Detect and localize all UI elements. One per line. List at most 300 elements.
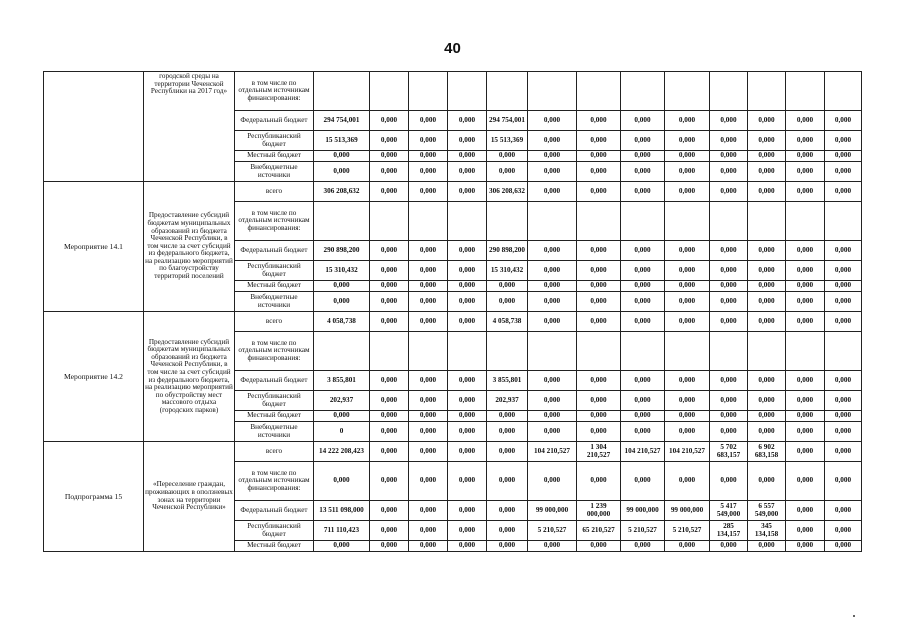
amount-cell: 0,000 (370, 111, 409, 131)
amount-cell: 0,000 (370, 411, 409, 422)
amount-cell (487, 332, 528, 371)
amount-cell: 0,000 (409, 281, 448, 292)
amount-cell: 0,000 (786, 182, 825, 202)
amount-cell: 0,000 (748, 261, 786, 281)
amount-cell (710, 332, 748, 371)
funding-source: Республиканский бюджет (235, 391, 314, 411)
amount-cell: 0,000 (448, 292, 487, 312)
amount-cell (528, 332, 577, 371)
amount-cell (487, 202, 528, 241)
amount-cell: 306 208,632 (314, 182, 370, 202)
amount-cell: 0,000 (621, 292, 665, 312)
amount-cell: 0,000 (825, 151, 862, 162)
amount-cell: 0,000 (825, 462, 862, 501)
amount-cell: 202,937 (314, 391, 370, 411)
amount-cell: 0,000 (370, 261, 409, 281)
amount-cell: 0,000 (528, 292, 577, 312)
amount-cell: 0,000 (825, 501, 862, 521)
amount-cell: 0,000 (577, 182, 621, 202)
amount-cell: 5 210,527 (665, 521, 710, 541)
amount-cell (448, 72, 487, 111)
amount-cell: 0,000 (710, 111, 748, 131)
amount-cell: 0,000 (710, 182, 748, 202)
amount-cell: 0,000 (710, 292, 748, 312)
amount-cell: 15 513,369 (314, 131, 370, 151)
table-row (44, 72, 862, 111)
amount-cell: 0,000 (710, 312, 748, 332)
amount-cell: 0,000 (370, 241, 409, 261)
amount-cell: 15 310,432 (487, 261, 528, 281)
funding-source: Федеральный бюджет (235, 501, 314, 521)
amount-cell: 0,000 (665, 312, 710, 332)
amount-cell: 0,000 (621, 371, 665, 391)
amount-cell: 0,000 (621, 162, 665, 182)
amount-cell: 0,000 (448, 371, 487, 391)
amount-cell: 0,000 (370, 182, 409, 202)
amount-cell: 0,000 (786, 501, 825, 521)
amount-cell: 1 239 000,000 (577, 501, 621, 521)
amount-cell (448, 332, 487, 371)
amount-cell: 0,000 (528, 391, 577, 411)
amount-cell (665, 332, 710, 371)
amount-cell: 294 754,001 (487, 111, 528, 131)
amount-cell: 0,000 (748, 541, 786, 552)
amount-cell: 0,000 (528, 422, 577, 442)
amount-cell: 0,000 (577, 281, 621, 292)
amount-cell: 0,000 (409, 111, 448, 131)
amount-cell: 0,000 (748, 371, 786, 391)
amount-cell: 0,000 (825, 182, 862, 202)
amount-cell: 0,000 (786, 281, 825, 292)
amount-cell (314, 202, 370, 241)
amount-cell (665, 72, 710, 111)
amount-cell: 0,000 (370, 501, 409, 521)
amount-cell: 5 210,527 (528, 521, 577, 541)
amount-cell: 0,000 (665, 151, 710, 162)
funding-source: всего (235, 442, 314, 462)
amount-cell: 0,000 (370, 462, 409, 501)
amount-cell (577, 202, 621, 241)
amount-cell: 0,000 (825, 442, 862, 462)
amount-cell: 0,000 (665, 241, 710, 261)
amount-cell: 0,000 (786, 411, 825, 422)
measure-description: городской среды на территории Чеченской Республики на 2017 год» (144, 72, 235, 182)
amount-cell: 0,000 (370, 391, 409, 411)
amount-cell: 0,000 (528, 541, 577, 552)
amount-cell: 0,000 (487, 541, 528, 552)
amount-cell: 0,000 (409, 462, 448, 501)
amount-cell: 3 855,801 (314, 371, 370, 391)
amount-cell (825, 72, 862, 111)
amount-cell: 0,000 (487, 501, 528, 521)
amount-cell: 0,000 (621, 312, 665, 332)
amount-cell: 0,000 (621, 182, 665, 202)
amount-cell: 0,000 (825, 541, 862, 552)
amount-cell: 0,000 (528, 411, 577, 422)
budget-table (43, 71, 862, 552)
amount-cell: 0,000 (786, 131, 825, 151)
amount-cell (577, 332, 621, 371)
amount-cell: 0,000 (577, 292, 621, 312)
amount-cell (621, 202, 665, 241)
measure-cell (44, 72, 144, 182)
amount-cell: 0,000 (748, 151, 786, 162)
amount-cell: 0,000 (786, 151, 825, 162)
amount-cell: 0,000 (748, 422, 786, 442)
amount-cell: 0,000 (448, 541, 487, 552)
amount-cell (621, 72, 665, 111)
amount-cell: 0,000 (825, 292, 862, 312)
amount-cell: 0,000 (577, 411, 621, 422)
funding-source: в том числе по отдельным источникам финансирования: (235, 462, 314, 501)
amount-cell: 15 513,369 (487, 131, 528, 151)
amount-cell: 0,000 (577, 541, 621, 552)
amount-cell: 0,000 (409, 391, 448, 411)
amount-cell: 0,000 (370, 312, 409, 332)
amount-cell (621, 332, 665, 371)
amount-cell: 0,000 (710, 422, 748, 442)
amount-cell: 0,000 (665, 411, 710, 422)
amount-cell: 0,000 (665, 261, 710, 281)
amount-cell: 0,000 (665, 292, 710, 312)
amount-cell: 0,000 (448, 442, 487, 462)
amount-cell: 0,000 (370, 162, 409, 182)
amount-cell (314, 72, 370, 111)
amount-cell: 0,000 (825, 241, 862, 261)
amount-cell: 0,000 (487, 292, 528, 312)
amount-cell: 0,000 (314, 292, 370, 312)
amount-cell: 0,000 (621, 422, 665, 442)
amount-cell: 0,000 (786, 521, 825, 541)
amount-cell: 0,000 (786, 462, 825, 501)
measure-cell: Подпрограмма 15 (44, 442, 144, 552)
amount-cell: 1 304 210,527 (577, 442, 621, 462)
amount-cell: 0,000 (748, 292, 786, 312)
amount-cell: 0,000 (825, 261, 862, 281)
amount-cell: 0,000 (665, 422, 710, 442)
amount-cell: 0,000 (710, 131, 748, 151)
amount-cell: 0,000 (710, 541, 748, 552)
amount-cell: 0,000 (528, 162, 577, 182)
amount-cell: 290 898,200 (314, 241, 370, 261)
amount-cell: 0,000 (621, 462, 665, 501)
measure-description: «Переселение граждан, проживающих в оползневых зонах на территории Чеченской Республики» (144, 442, 235, 552)
amount-cell (786, 72, 825, 111)
amount-cell: 0,000 (409, 151, 448, 162)
amount-cell: 5 210,527 (621, 521, 665, 541)
amount-cell: 306 208,632 (487, 182, 528, 202)
measure-cell: Мероприятие 14.1 (44, 182, 144, 312)
funding-source: всего (235, 182, 314, 202)
funding-source: Внебюджетные источники (235, 162, 314, 182)
funding-source: Республиканский бюджет (235, 261, 314, 281)
measure-description: Предоставление субсидий бюджетам муниципальных образований из бюджета Чеченской Республики, в том числе за счет субсидий из федерального бюджета, на реализацию мероприятий по обустройству мест массового отдыха (городских парков) (144, 312, 235, 442)
amount-cell: 13 511 098,000 (314, 501, 370, 521)
amount-cell: 0,000 (314, 462, 370, 501)
amount-cell: 5 702 683,157 (710, 442, 748, 462)
amount-cell: 0,000 (577, 131, 621, 151)
amount-cell: 294 754,001 (314, 111, 370, 131)
amount-cell: 0,000 (448, 521, 487, 541)
amount-cell: 99 000,000 (621, 501, 665, 521)
amount-cell: 0,000 (487, 281, 528, 292)
amount-cell: 6 902 683,158 (748, 442, 786, 462)
amount-cell: 65 210,527 (577, 521, 621, 541)
funding-source: Федеральный бюджет (235, 371, 314, 391)
amount-cell (528, 202, 577, 241)
page-mark (853, 615, 855, 617)
funding-source: Местный бюджет (235, 151, 314, 162)
amount-cell: 0,000 (665, 182, 710, 202)
amount-cell (409, 332, 448, 371)
amount-cell: 0,000 (448, 312, 487, 332)
amount-cell: 0,000 (577, 111, 621, 131)
amount-cell: 0,000 (748, 391, 786, 411)
amount-cell (825, 202, 862, 241)
amount-cell: 0,000 (786, 422, 825, 442)
amount-cell: 0,000 (448, 131, 487, 151)
amount-cell: 0,000 (577, 162, 621, 182)
funding-source: в том числе по отдельным источникам финансирования: (235, 202, 314, 241)
amount-cell: 0,000 (710, 391, 748, 411)
amount-cell: 0 (314, 422, 370, 442)
amount-cell: 0,000 (710, 162, 748, 182)
amount-cell: 0,000 (577, 261, 621, 281)
amount-cell: 0,000 (528, 182, 577, 202)
amount-cell: 0,000 (448, 462, 487, 501)
amount-cell: 0,000 (825, 422, 862, 442)
amount-cell (748, 72, 786, 111)
amount-cell: 0,000 (621, 541, 665, 552)
amount-cell (710, 202, 748, 241)
amount-cell: 0,000 (748, 312, 786, 332)
amount-cell: 0,000 (448, 162, 487, 182)
amount-cell: 0,000 (621, 151, 665, 162)
amount-cell: 99 000,000 (528, 501, 577, 521)
amount-cell: 0,000 (314, 151, 370, 162)
amount-cell: 0,000 (528, 111, 577, 131)
amount-cell: 0,000 (370, 292, 409, 312)
amount-cell: 0,000 (448, 261, 487, 281)
amount-cell: 0,000 (448, 151, 487, 162)
amount-cell: 0,000 (621, 131, 665, 151)
amount-cell: 0,000 (825, 131, 862, 151)
amount-cell: 0,000 (409, 261, 448, 281)
amount-cell: 0,000 (528, 131, 577, 151)
amount-cell: 4 058,738 (314, 312, 370, 332)
amount-cell: 0,000 (370, 541, 409, 552)
amount-cell: 0,000 (409, 241, 448, 261)
amount-cell (314, 332, 370, 371)
table-row (44, 442, 862, 462)
funding-source: Федеральный бюджет (235, 241, 314, 261)
amount-cell (825, 332, 862, 371)
amount-cell: 99 000,000 (665, 501, 710, 521)
amount-cell (370, 202, 409, 241)
amount-cell: 0,000 (314, 541, 370, 552)
amount-cell: 0,000 (665, 131, 710, 151)
funding-source: в том числе по отдельным источникам финансирования: (235, 332, 314, 371)
amount-cell (577, 72, 621, 111)
amount-cell: 0,000 (577, 371, 621, 391)
amount-cell: 0,000 (487, 411, 528, 422)
amount-cell: 0,000 (314, 162, 370, 182)
amount-cell: 0,000 (577, 462, 621, 501)
amount-cell: 0,000 (825, 391, 862, 411)
measure-description: Предоставление субсидий бюджетам муниципальных образований из бюджета Чеченской Республики, в том числе за счет субсидий из федерального бюджета, на реализацию мероприятий по благоустройству территорий поселений (144, 182, 235, 312)
amount-cell: 0,000 (528, 312, 577, 332)
amount-cell: 15 310,432 (314, 261, 370, 281)
amount-cell: 0,000 (710, 261, 748, 281)
amount-cell: 104 210,527 (665, 442, 710, 462)
amount-cell: 0,000 (710, 371, 748, 391)
amount-cell: 0,000 (748, 241, 786, 261)
amount-cell: 4 058,738 (487, 312, 528, 332)
amount-cell: 0,000 (409, 501, 448, 521)
amount-cell: 0,000 (409, 312, 448, 332)
amount-cell (665, 202, 710, 241)
amount-cell: 0,000 (748, 131, 786, 151)
amount-cell: 0,000 (665, 462, 710, 501)
table-row (44, 182, 862, 202)
amount-cell: 0,000 (786, 391, 825, 411)
amount-cell: 0,000 (577, 391, 621, 411)
amount-cell: 0,000 (825, 312, 862, 332)
amount-cell: 0,000 (665, 391, 710, 411)
page-number: 40 (444, 40, 461, 57)
amount-cell: 0,000 (448, 111, 487, 131)
amount-cell: 0,000 (448, 281, 487, 292)
amount-cell: 0,000 (314, 281, 370, 292)
amount-cell: 0,000 (710, 281, 748, 292)
amount-cell: 0,000 (710, 411, 748, 422)
amount-cell: 0,000 (528, 371, 577, 391)
amount-cell (487, 72, 528, 111)
amount-cell: 3 855,801 (487, 371, 528, 391)
amount-cell (409, 202, 448, 241)
amount-cell: 0,000 (487, 151, 528, 162)
amount-cell: 0,000 (577, 422, 621, 442)
amount-cell: 0,000 (748, 462, 786, 501)
amount-cell: 0,000 (786, 541, 825, 552)
amount-cell: 0,000 (370, 281, 409, 292)
amount-cell: 0,000 (448, 241, 487, 261)
amount-cell: 345 134,158 (748, 521, 786, 541)
funding-source: Внебюджетные источники (235, 292, 314, 312)
amount-cell (370, 72, 409, 111)
amount-cell: 0,000 (786, 261, 825, 281)
amount-cell: 290 898,200 (487, 241, 528, 261)
amount-cell: 0,000 (621, 261, 665, 281)
amount-cell: 0,000 (409, 521, 448, 541)
funding-source: Местный бюджет (235, 541, 314, 552)
amount-cell: 6 557 549,000 (748, 501, 786, 521)
funding-source: в том числе по отдельным источникам финансирования: (235, 72, 314, 111)
amount-cell: 0,000 (577, 312, 621, 332)
amount-cell: 202,937 (487, 391, 528, 411)
amount-cell: 0,000 (621, 391, 665, 411)
amount-cell: 14 222 208,423 (314, 442, 370, 462)
amount-cell: 0,000 (528, 462, 577, 501)
amount-cell: 711 110,423 (314, 521, 370, 541)
amount-cell: 0,000 (448, 182, 487, 202)
amount-cell: 0,000 (825, 281, 862, 292)
amount-cell: 0,000 (487, 442, 528, 462)
amount-cell: 0,000 (665, 371, 710, 391)
amount-cell: 0,000 (487, 422, 528, 442)
amount-cell: 0,000 (409, 292, 448, 312)
amount-cell: 0,000 (487, 462, 528, 501)
amount-cell: 0,000 (528, 281, 577, 292)
amount-cell: 0,000 (710, 151, 748, 162)
amount-cell: 0,000 (825, 111, 862, 131)
amount-cell: 0,000 (786, 371, 825, 391)
amount-cell: 0,000 (748, 411, 786, 422)
amount-cell: 0,000 (786, 241, 825, 261)
amount-cell: 0,000 (748, 162, 786, 182)
amount-cell: 0,000 (370, 442, 409, 462)
amount-cell: 0,000 (665, 281, 710, 292)
amount-cell: 104 210,527 (621, 442, 665, 462)
amount-cell: 0,000 (665, 111, 710, 131)
amount-cell: 0,000 (621, 111, 665, 131)
amount-cell: 0,000 (409, 411, 448, 422)
amount-cell (448, 202, 487, 241)
amount-cell: 0,000 (825, 521, 862, 541)
amount-cell: 0,000 (448, 411, 487, 422)
amount-cell (528, 72, 577, 111)
amount-cell: 0,000 (665, 541, 710, 552)
amount-cell: 0,000 (786, 111, 825, 131)
amount-cell: 0,000 (748, 111, 786, 131)
amount-cell (370, 332, 409, 371)
funding-source: всего (235, 312, 314, 332)
amount-cell: 0,000 (409, 162, 448, 182)
amount-cell (748, 332, 786, 371)
funding-source: Местный бюджет (235, 281, 314, 292)
amount-cell: 0,000 (528, 151, 577, 162)
amount-cell: 0,000 (370, 371, 409, 391)
amount-cell: 0,000 (786, 162, 825, 182)
amount-cell (409, 72, 448, 111)
amount-cell: 0,000 (786, 292, 825, 312)
amount-cell: 0,000 (786, 442, 825, 462)
amount-cell: 0,000 (621, 281, 665, 292)
amount-cell: 0,000 (665, 162, 710, 182)
amount-cell: 0,000 (748, 281, 786, 292)
measure-cell: Мероприятие 14.2 (44, 312, 144, 442)
amount-cell: 285 134,157 (710, 521, 748, 541)
amount-cell: 0,000 (825, 411, 862, 422)
amount-cell: 0,000 (786, 312, 825, 332)
amount-cell: 0,000 (448, 501, 487, 521)
amount-cell: 0,000 (370, 422, 409, 442)
amount-cell: 104 210,527 (528, 442, 577, 462)
amount-cell: 0,000 (487, 521, 528, 541)
funding-source: Местный бюджет (235, 411, 314, 422)
amount-cell: 0,000 (370, 151, 409, 162)
amount-cell: 0,000 (577, 151, 621, 162)
amount-cell (710, 72, 748, 111)
amount-cell: 0,000 (409, 541, 448, 552)
funding-source: Республиканский бюджет (235, 521, 314, 541)
amount-cell: 0,000 (528, 261, 577, 281)
amount-cell: 0,000 (409, 442, 448, 462)
amount-cell: 0,000 (825, 162, 862, 182)
amount-cell: 0,000 (370, 521, 409, 541)
amount-cell: 0,000 (621, 241, 665, 261)
amount-cell: 0,000 (409, 131, 448, 151)
